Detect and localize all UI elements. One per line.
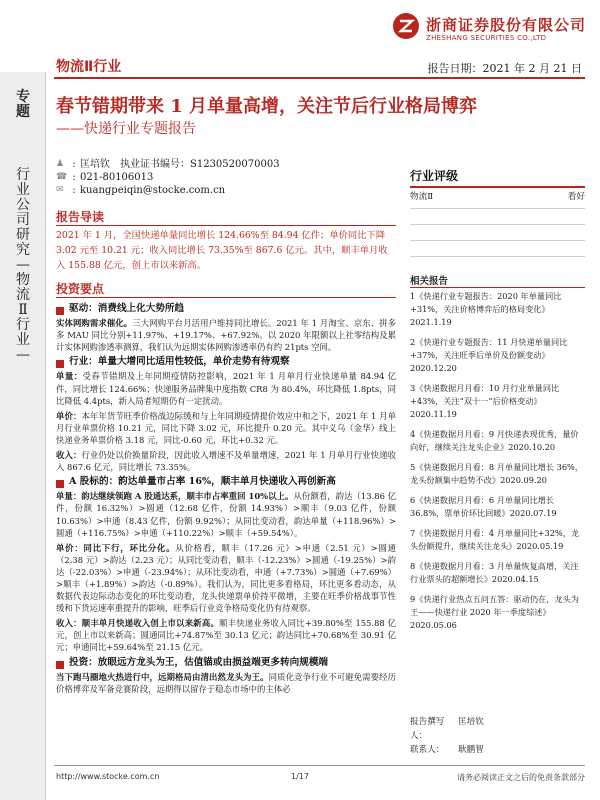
author-name: 匡培钦 bbox=[458, 717, 484, 727]
footer-url[interactable]: http://www.stocke.com.cn bbox=[56, 772, 160, 781]
paragraph-lead: 单量： bbox=[56, 371, 83, 382]
paragraph-body: 三大网购平台月活用户维持同比增长。2021 年 1 月淘宝、京东、拼多多 MAU 同比分别+11.97%、+19.17%、+67.92%。以 2020 年限额以上社零结构及累计实体网购渗透率测算，我们认为远期实体网购渗透率仍有约 21pts 空间。 bbox=[56, 318, 396, 353]
point-paragraph bbox=[56, 671, 396, 695]
paragraph-lead: 当下跑马圈地火热进行中，远期格局由清出然龙头为王。 bbox=[56, 671, 269, 682]
phone-icon: ☎ bbox=[56, 172, 68, 182]
report-title: 春节错期带来 1 月单量高增，关注节后行业格局博弈 bbox=[56, 96, 478, 117]
point-bullet-text: A 股标的：韵达单量市占率 16%，顺丰单月快递收入再创新高 bbox=[69, 476, 336, 488]
company-name-cn: 浙商证券股份有限公司 bbox=[426, 16, 587, 34]
paragraph-body: 受春节错期及上年同期疫情防控影响，2021 年 1 月单月行业快递单量 84.94 亿件，同比增长 124.66%；快递服务品牌集中度指数 CR8 为 80.4%，环比降低 1.8pts，同比降低 4.4pts，新入局者短期仍有一定扰动。 bbox=[56, 371, 397, 406]
points-heading: 投资要点 bbox=[56, 282, 105, 296]
person-icon: ♟ bbox=[56, 159, 65, 169]
intro-heading: 报告导读 bbox=[56, 210, 105, 224]
rating-rule bbox=[410, 186, 585, 188]
side-rail-divider bbox=[45, 72, 46, 800]
paragraph-lead: 单价：同比下行，环比分化。 bbox=[56, 542, 176, 553]
related-report-item[interactable]: 2《快递行业专题报告：11 月快递单量同比+37%，关注旺季后单价及份额变动》2020.12.20 bbox=[410, 337, 568, 373]
point-bullet-text: 驱动：消费线上化大势所趋 bbox=[69, 303, 185, 314]
point-bullet-text: 投资：放眼远方龙头为王，估值锚或由损益端更多转向规模端 bbox=[69, 656, 329, 668]
intro-rule bbox=[56, 225, 396, 226]
related-report-item[interactable]: 9《快递行业热点五问五答：驱动仍在，龙头为王——快递行业 2020 年一季度综述》2020.05.06 bbox=[410, 594, 579, 630]
point-bullet bbox=[56, 303, 396, 315]
report-date: 报告日期：2021 年 2 月 21 日 bbox=[427, 62, 582, 75]
related-report-item[interactable]: 7《快递数据月月看：4 月单量同比+32%，龙头份额提升，继续关注龙头》2020.05.19 bbox=[410, 528, 580, 551]
related-rule bbox=[410, 287, 585, 288]
point-bullet bbox=[56, 476, 396, 488]
header-divider bbox=[54, 77, 585, 79]
related-report-item[interactable]: 5《快递数据月月看：8 月单量同比增长 36%，龙头份额集中趋势不改》2020.09.20 bbox=[410, 462, 584, 485]
rating-value: 看好 bbox=[567, 192, 585, 202]
point-bullet bbox=[56, 356, 396, 368]
page-number: 1/17 bbox=[291, 772, 309, 781]
investment-points bbox=[56, 300, 396, 698]
bullet-square-icon bbox=[56, 661, 64, 669]
footer-divider bbox=[54, 765, 585, 766]
point-paragraph bbox=[56, 370, 396, 406]
sector-tag: 物流Ⅱ行业 bbox=[56, 59, 122, 75]
footer-disclaimer: 请务必阅读正文之后的免责条款部分 bbox=[457, 773, 585, 782]
related-report-item[interactable]: 4《快递数据月月看：9 月快递表现优秀，量价向好，继续关注龙头企业》2020.10.20 bbox=[410, 429, 579, 452]
paragraph-body: 行业仍处以价换量阶段，因此收入增速不及单量增速，2021 年 1 月单月行业快递收入 867.6 亿元，同比增长 73.35%。 bbox=[56, 450, 396, 473]
related-report-item[interactable]: 8《快递数据月月看：3 月单量恢复高增，关注行业票头的超额增长》2020.04.15 bbox=[410, 561, 579, 584]
paragraph-body: 从价格看，顺丰（17.26 元）>申通（2.51 元）>圆通（2.38 元）>韵达（2.23 元）；从同比变动看，顺丰（-12.23%）>圆通（-19.25%）>韵达（-22.03%）>申通（-23.94%）；从环比变动看，申通（+7.73%）>圆通（+7.69%）>顺丰（+1.89%）>韵达（-0.89%）。我们认为，同比更多看格局，环比更多看动态，从数据代表边际动态变化的环比变动看，龙头快递票单价持平微增，主要在旺季价格战事节性缓和下货运速率重提升的影响，旺季后行业竞争格局变化仍有待观察。 bbox=[56, 542, 396, 614]
rating-industry: 物流Ⅱ bbox=[410, 192, 434, 202]
rating-row bbox=[410, 190, 585, 202]
author-label: 报告撰写人： bbox=[410, 717, 445, 741]
rail-label-series: 行业公司研究—物流Ⅱ行业— bbox=[16, 167, 30, 363]
related-report-item[interactable]: 6《快递数据月月看：6 月单量同比增长 36.8%，票单价环比回暖》2020.07.19 bbox=[410, 495, 557, 518]
paragraph-lead: 收入： bbox=[56, 450, 82, 461]
analyst-phone: 021-80106013 bbox=[80, 172, 154, 183]
company-logo bbox=[392, 10, 592, 50]
related-heading: 相关报告 bbox=[410, 276, 449, 287]
paragraph-lead: 实体网购需求催化。 bbox=[56, 318, 133, 329]
company-name-en: ZHESHANG SECURITIES CO.,LTD bbox=[426, 34, 547, 42]
analyst-name: 匡培钦 bbox=[80, 159, 110, 170]
paragraph-lead: 单量：韵达继续领跑 A 股通达系，顺丰市占率重回 10%以上。 bbox=[56, 491, 294, 502]
point-paragraph bbox=[56, 542, 396, 615]
bullet-square-icon bbox=[56, 307, 64, 315]
related-reports bbox=[410, 290, 585, 639]
related-report-item[interactable]: 3《快递数据月月看：10 月行业单量同比+43%，关注“双十一”后价格变动》2020.11.19 bbox=[410, 383, 560, 419]
rating-heading: 行业评级 bbox=[410, 169, 459, 183]
rating-line bbox=[410, 256, 585, 257]
point-paragraph bbox=[56, 449, 396, 473]
paragraph-body: 顺丰快递业务收入同比+39.80%至 155.88 亿元，创上市以来新高；圆通同比+74.87%至 30.13 亿元；韵达同比+70.68%至 30.91 亿元；申通同比+59.64%至 21.15 亿元。 bbox=[56, 618, 396, 653]
point-paragraph bbox=[56, 617, 396, 653]
rating-line bbox=[410, 240, 585, 241]
paragraph-lead: 收入：顺丰单月快递收入创上市以来新高。 bbox=[56, 618, 220, 629]
analyst-email[interactable]: kuangpeiqin@stocke.com.cn bbox=[80, 185, 226, 196]
related-report-item[interactable]: 1《快递行业专题报告：2020 年单量同比+31%，关注价格博弈后的格局变化》2021.1.19 bbox=[410, 291, 562, 327]
point-paragraph bbox=[56, 490, 396, 538]
mail-icon: ✉ bbox=[56, 185, 64, 195]
rail-label-special: 专题 bbox=[16, 89, 30, 120]
contact-label: 联系人： bbox=[410, 745, 445, 755]
intro-text: 2021 年 1 月，全国快递单量同比增长 124.66%至 84.94 亿件；单价同比下降 3.02 元至 10.21 元；收入同比增长 73.35%至 867.6 亿元。其中，顺丰单月收入 155.88 亿元，创上市以来新高。 bbox=[56, 230, 388, 271]
point-bullet-text: 行业：单量大增同比适用性较低，单价走势有待观察 bbox=[69, 356, 290, 368]
rating-line bbox=[410, 208, 585, 209]
point-bullet bbox=[56, 657, 396, 669]
bullet-square-icon bbox=[56, 480, 64, 488]
points-rule bbox=[56, 297, 396, 298]
contact-block bbox=[410, 715, 585, 757]
point-paragraph bbox=[56, 317, 396, 353]
contact-name: 耿鹏智 bbox=[458, 745, 484, 755]
analyst-cert: 执业证书编号：S1230520070003 bbox=[120, 159, 280, 170]
zheshang-logo-icon bbox=[392, 12, 420, 40]
paragraph-body: 从份额看，韵达（13.86 亿件，份额 16.32%）>圆通（12.68 亿件，份额 14.93%）>顺丰（9.03 亿件，份额 10.63%）>申通（8.43 亿件，份额 9.92%）；从同比变动看，韵达单量（+118.96%）>圆通（+116.75%）>申通（+110.22%）>顺丰（+59.54%）。 bbox=[56, 491, 396, 538]
paragraph-body: 本年年货节旺季价格战边际缓和与上年同期疫情提价效应中和之下，2021 年 1 月单月行业单票价格 10.21 元，同比下降 3.02 元，环比提升 0.20 元。其中义乌（金华）线上快递业务单票价格 3.18 元，同比-0.60 元，环比+0.32 元。 bbox=[56, 410, 396, 445]
analyst-block: ♟ : 匡培钦 执业证书编号：S1230520070003 ☎ : 021-80106013 ✉ : kuangpeiqin@stocke.com.cn bbox=[56, 159, 280, 196]
bullet-square-icon bbox=[56, 360, 64, 368]
rating-line bbox=[410, 224, 585, 225]
point-paragraph bbox=[56, 410, 396, 446]
report-subtitle: ——快递行业专题报告 bbox=[56, 121, 196, 137]
paragraph-lead: 单价： bbox=[56, 410, 82, 421]
paragraph-body: 同质化竞争行业不可避免需要经历价格博弈及军备竞赛阶段，远期得以留存于稳态市场中的主体必 bbox=[56, 671, 397, 694]
